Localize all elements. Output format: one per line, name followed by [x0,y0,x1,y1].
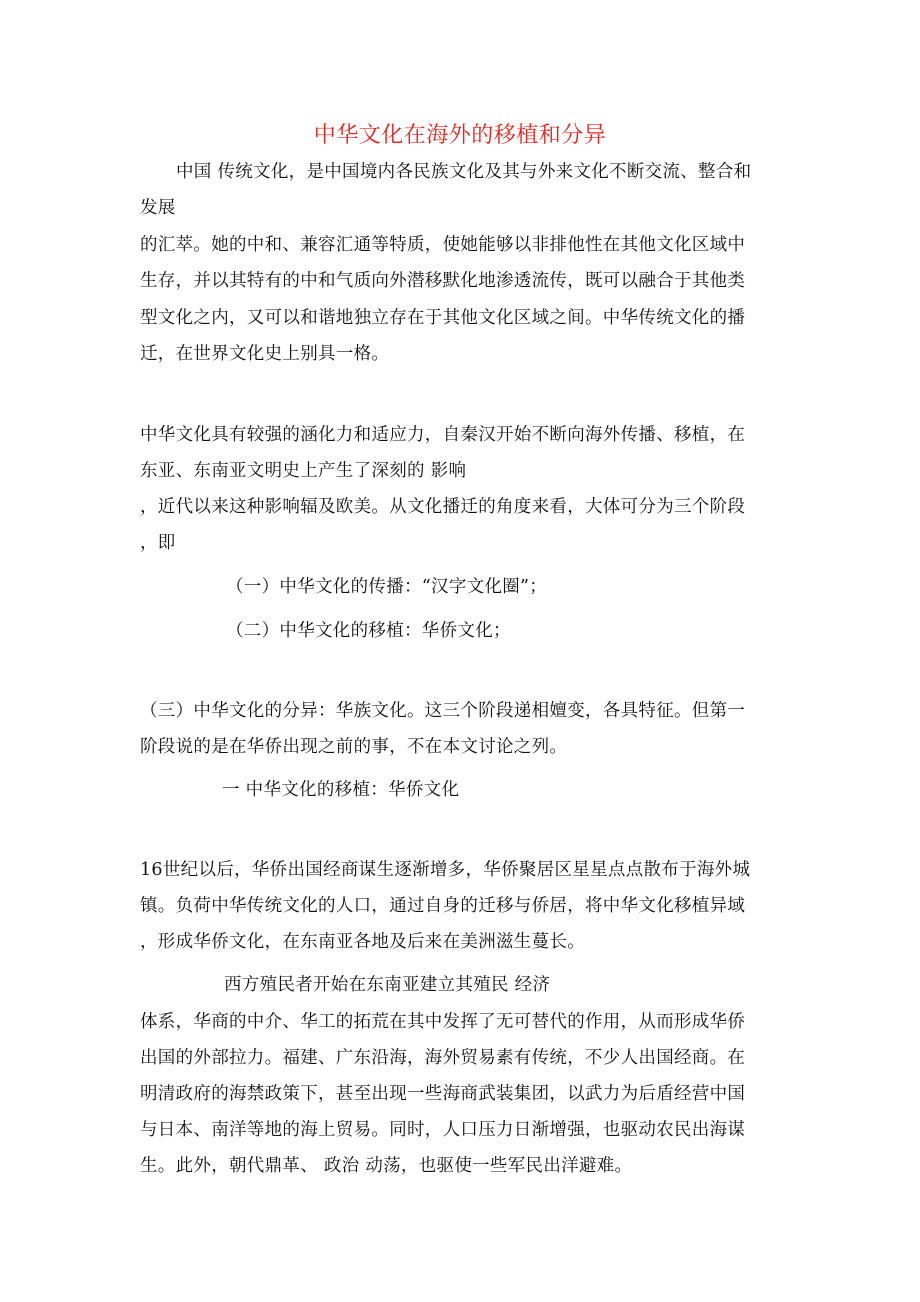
paragraph-line: 中华文化具有较强的涵化力和适应力，自秦汉开始不断向海外传播、移植，在 [140,425,746,445]
paragraph-line: 明清政府的海禁政策下，甚至出现一些海商武装集团，以武力为后盾经营中国 [140,1084,746,1104]
paragraph-line: 生存，并以其特有的中和气质向外潜移默化地渗透流传，既可以融合于其他类 [140,271,746,291]
paragraph-line: ，近代以来这种影响辐及欧美。从文化播迁的角度来看，大体可分为三个阶段 [140,497,746,517]
paragraph-line: 西方殖民者开始在东南亚建立其殖民 经济 [224,975,551,995]
paragraph-line: 东亚、东南亚文明史上产生了深刻的 影响 [140,461,467,481]
paragraph-line: 迁，在世界文化史上别具一格。 [140,344,390,364]
paragraph-line: 与日本、南洋等地的海上贸易。同时，人口压力日渐增强，也驱动农民出海谋 [140,1120,746,1140]
paragraph-line: 发展 [140,198,176,218]
paragraph-line: 中国 传统文化，是中国境内各民族文化及其与外来文化不断交流、整合和 [176,162,752,182]
paragraph-line: 16世纪以后，华侨出国经商谋生逐渐增多，华侨聚居区星星点点散布于海外城 [140,860,751,880]
paragraph-line: 型文化之内，又可以和谐地独立存在于其他文化区域之间。中华传统文化的播 [140,308,746,328]
paragraph-line: ，即 [140,533,176,553]
paragraph-line: （三）中华文化的分异：华族文化。这三个阶段递相嬗变，各具特征。但第一 [140,701,746,721]
paragraph-line: ，形成华侨文化，在东南亚各地及后来在美洲滋生蔓长。 [140,932,585,952]
paragraph-line: 的汇萃。她的中和、兼容汇通等特质，使她能够以非排他性在其他文化区域中 [140,235,746,255]
paragraph-line: 镇。负荷中华传统文化的人口，通过自身的迁移与侨居，将中华文化移植异域 [140,896,746,916]
paragraph-line: 生。此外，朝代鼎革、 政治 动荡，也驱使一些军民出洋避难。 [140,1156,633,1176]
document-title: 中华文化在海外的移植和分异 [313,123,607,148]
list-item: （一）中华文化的传播：“汉字文化圈”； [226,577,548,597]
paragraph-line: 体系，华商的中介、华工的拓荒在其中发挥了无可替代的作用，从而形成华侨 [140,1012,746,1032]
list-item: （二）中华文化的移植：华侨文化； [226,621,511,641]
section-heading: 一 中华文化的移植：华侨文化 [222,780,460,800]
paragraph-line: 阶段说的是在华侨出现之前的事，不在本文讨论之列。 [140,737,568,757]
paragraph-line: 出国的外部拉力。福建、广东沿海，海外贸易素有传统，不少人出国经商。在 [140,1048,746,1068]
